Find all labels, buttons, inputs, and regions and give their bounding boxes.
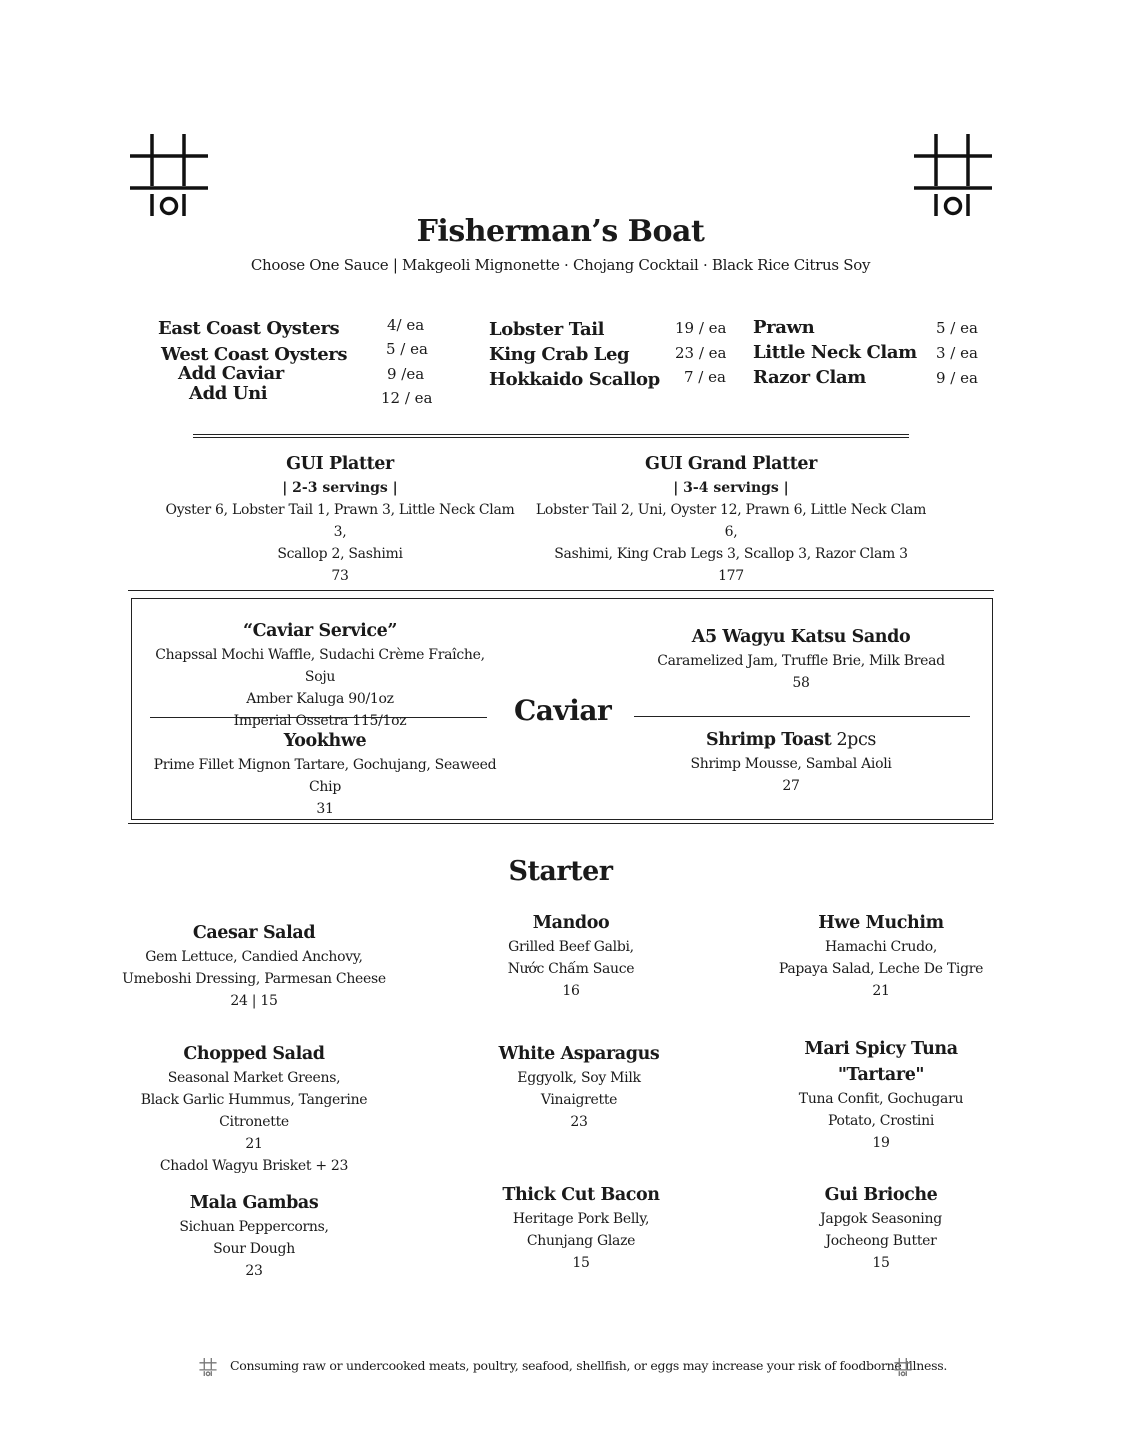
platter-servings: | 3-4 servings | <box>673 480 789 496</box>
menu-item-price: 23 / ea <box>675 344 727 362</box>
menu-item-desc: Sichuan Peppercorns, <box>179 1219 329 1235</box>
menu-item-price: 58 <box>792 675 810 691</box>
menu-item-price: 3 / ea <box>936 344 978 362</box>
gui-logo-icon <box>199 1357 217 1377</box>
menu-item-price: 19 <box>872 1135 890 1151</box>
menu-item-price: 15 <box>872 1255 890 1271</box>
menu-item-name: Razor Clam <box>753 367 866 388</box>
a5-wagyu-katsu-sando <box>631 624 971 694</box>
menu-item-name: Mandoo <box>532 913 610 933</box>
menu-item-desc: Seasonal Market Greens, <box>167 1070 341 1086</box>
hwe-muchim <box>731 910 1031 1002</box>
menu-item-desc: Sour Dough <box>213 1241 295 1257</box>
menu-item-desc: Vinaigrette <box>540 1092 618 1108</box>
menu-item-name: A5 Wagyu Katsu Sando <box>691 627 911 647</box>
menu-item-name: West Coast Oysters <box>161 344 348 365</box>
divider <box>128 590 994 591</box>
thick-cut-bacon <box>431 1182 731 1274</box>
chopped-salad <box>104 1041 404 1177</box>
menu-item-price: 21 <box>872 983 890 999</box>
gui-grand-platter <box>531 451 931 587</box>
menu-item-desc: Papaya Salad, Leche De Tigre <box>778 961 984 977</box>
menu-item-desc: Japgok Seasoning <box>820 1211 942 1227</box>
menu-item-name: Hokkaido Scallop <box>489 369 660 390</box>
gui-logo-icon <box>894 1357 912 1377</box>
menu-item-desc: Umeboshi Dressing, Parmesan Cheese <box>122 971 386 987</box>
gui-logo-icon <box>912 132 994 218</box>
menu-item-price: 23 <box>245 1263 263 1279</box>
menu-item-price: 31 <box>316 801 334 817</box>
mala-gambas <box>104 1190 404 1282</box>
menu-item-name: Mari Spicy Tuna <box>804 1039 958 1059</box>
caviar-section-title: Caviar <box>514 694 612 727</box>
menu-item-price: 16 <box>562 983 580 999</box>
menu-item-desc: Chapssal Mochi Waffle, Sudachi Crème Fraîche, Soju <box>155 647 485 685</box>
menu-item-name: Yookhwe <box>283 731 367 751</box>
menu-item-name: East Coast Oysters <box>158 318 340 339</box>
caviar-service <box>150 618 490 732</box>
menu-item-name: Lobster Tail <box>489 319 605 340</box>
platter-price: 177 <box>718 568 744 584</box>
menu-item-name: Chopped Salad <box>183 1044 325 1064</box>
menu-item-name: Caesar Salad <box>192 923 316 943</box>
divider <box>150 717 487 718</box>
menu-item-name: "Tartare" <box>837 1065 925 1085</box>
mandoo <box>421 910 721 1002</box>
menu-item-price: 9 / ea <box>936 369 978 387</box>
menu-item-desc: Hamachi Crudo, <box>824 939 938 955</box>
menu-item-price: 15 <box>572 1255 590 1271</box>
menu-item-desc: Imperial Ossetra 115/1oz <box>233 713 407 729</box>
caesar-salad <box>104 920 404 1012</box>
platter-contents: Oyster 6, Lobster Tail 1, Prawn 3, Little Neck Clam 3, <box>165 502 515 540</box>
menu-item-qty: 2pcs <box>831 730 876 750</box>
menu-item-name: Shrimp Toast <box>706 730 832 750</box>
menu-item-price: 19 / ea <box>675 319 727 337</box>
menu-item-price: 4/ ea <box>387 316 425 334</box>
menu-item-desc: Caramelized Jam, Truffle Brie, Milk Bread <box>657 653 945 669</box>
divider <box>128 823 994 824</box>
menu-item-name: Little Neck Clam <box>753 342 917 363</box>
menu-item-desc: Black Garlic Hummus, Tangerine Citronette <box>140 1092 368 1130</box>
white-asparagus <box>429 1041 729 1133</box>
platter-contents: Lobster Tail 2, Uni, Oyster 12, Prawn 6, Little Neck Clam 6, <box>535 502 927 540</box>
menu-item-name: Prawn <box>753 317 815 338</box>
menu-item-name: “Caviar Service” <box>242 621 398 641</box>
menu-item-name: Add Uni <box>189 383 268 404</box>
gui-platter <box>160 451 520 587</box>
menu-item-name: Gui Brioche <box>824 1185 938 1205</box>
menu-item-price: 5 / ea <box>936 319 978 337</box>
platter-servings: | 2-3 servings | <box>282 480 398 496</box>
menu-item-desc: Heritage Pork Belly, <box>512 1211 650 1227</box>
platter-name: GUI Platter <box>286 454 394 474</box>
divider <box>193 434 909 438</box>
menu-item-name: Mala Gambas <box>189 1193 319 1213</box>
menu-item-desc: Jocheong Butter <box>825 1233 937 1249</box>
menu-item-desc: Potato, Crostini <box>827 1113 935 1129</box>
fishermans-boat-title: Fisherman’s Boat <box>416 214 705 249</box>
menu-item-price: 12 / ea <box>381 389 433 407</box>
gui-brioche <box>731 1182 1031 1274</box>
menu-item-name: Thick Cut Bacon <box>502 1185 660 1205</box>
menu-item-name: King Crab Leg <box>489 344 630 365</box>
menu-item-name: Add Caviar <box>178 363 284 384</box>
menu-item-name: Hwe Muchim <box>818 913 944 933</box>
shrimp-toast <box>621 727 961 797</box>
menu-item-price: 24 | 15 <box>230 993 278 1009</box>
menu-item-addon: Chadol Wagyu Brisket + 23 <box>159 1158 349 1174</box>
platter-contents: Sashimi, King Crab Legs 3, Scallop 3, Razor Clam 3 <box>554 546 908 562</box>
yookhwe <box>150 728 500 820</box>
menu-item-price: 7 / ea <box>684 368 726 386</box>
menu-item-price: 5 / ea <box>386 340 428 358</box>
menu-item-desc: Grilled Beef Galbi, <box>508 939 634 955</box>
mari-spicy-tuna <box>731 1036 1031 1154</box>
starter-title: Starter <box>508 856 613 887</box>
menu-item-price: 21 <box>245 1136 263 1152</box>
menu-item-desc: Gem Lettuce, Candied Anchovy, <box>145 949 363 965</box>
menu-item-desc: Prime Fillet Mignon Tartare, Gochujang, Seaweed Chip <box>153 757 497 795</box>
menu-item-name: White Asparagus <box>498 1044 660 1064</box>
menu-item-desc: Eggyolk, Soy Milk <box>517 1070 641 1086</box>
menu-item-price: 9 /ea <box>387 365 425 383</box>
menu-item-desc: Nước Chấm Sauce <box>507 961 635 977</box>
menu-item-desc: Chunjang Glaze <box>526 1233 636 1249</box>
menu-item-desc: Amber Kaluga 90/1oz <box>246 691 394 707</box>
menu-item-price: 23 <box>570 1114 588 1130</box>
menu-item-price: 27 <box>782 778 800 794</box>
divider <box>634 716 970 717</box>
platter-name: GUI Grand Platter <box>645 454 817 474</box>
food-safety-notice: Consuming raw or undercooked meats, poultry, seafood, shellfish, or eggs may increase your risk of foodborne illness. <box>230 1358 947 1373</box>
gui-logo-icon <box>128 132 210 218</box>
menu-item-desc: Tuna Confit, Gochugaru <box>798 1091 964 1107</box>
platter-contents: Scallop 2, Sashimi <box>277 546 403 562</box>
sauce-options: Choose One Sauce | Makgeoli Mignonette · Chojang Cocktail · Black Rice Citrus Soy <box>250 256 871 274</box>
menu-item-desc: Shrimp Mousse, Sambal Aioli <box>690 756 892 772</box>
platter-price: 73 <box>331 568 349 584</box>
